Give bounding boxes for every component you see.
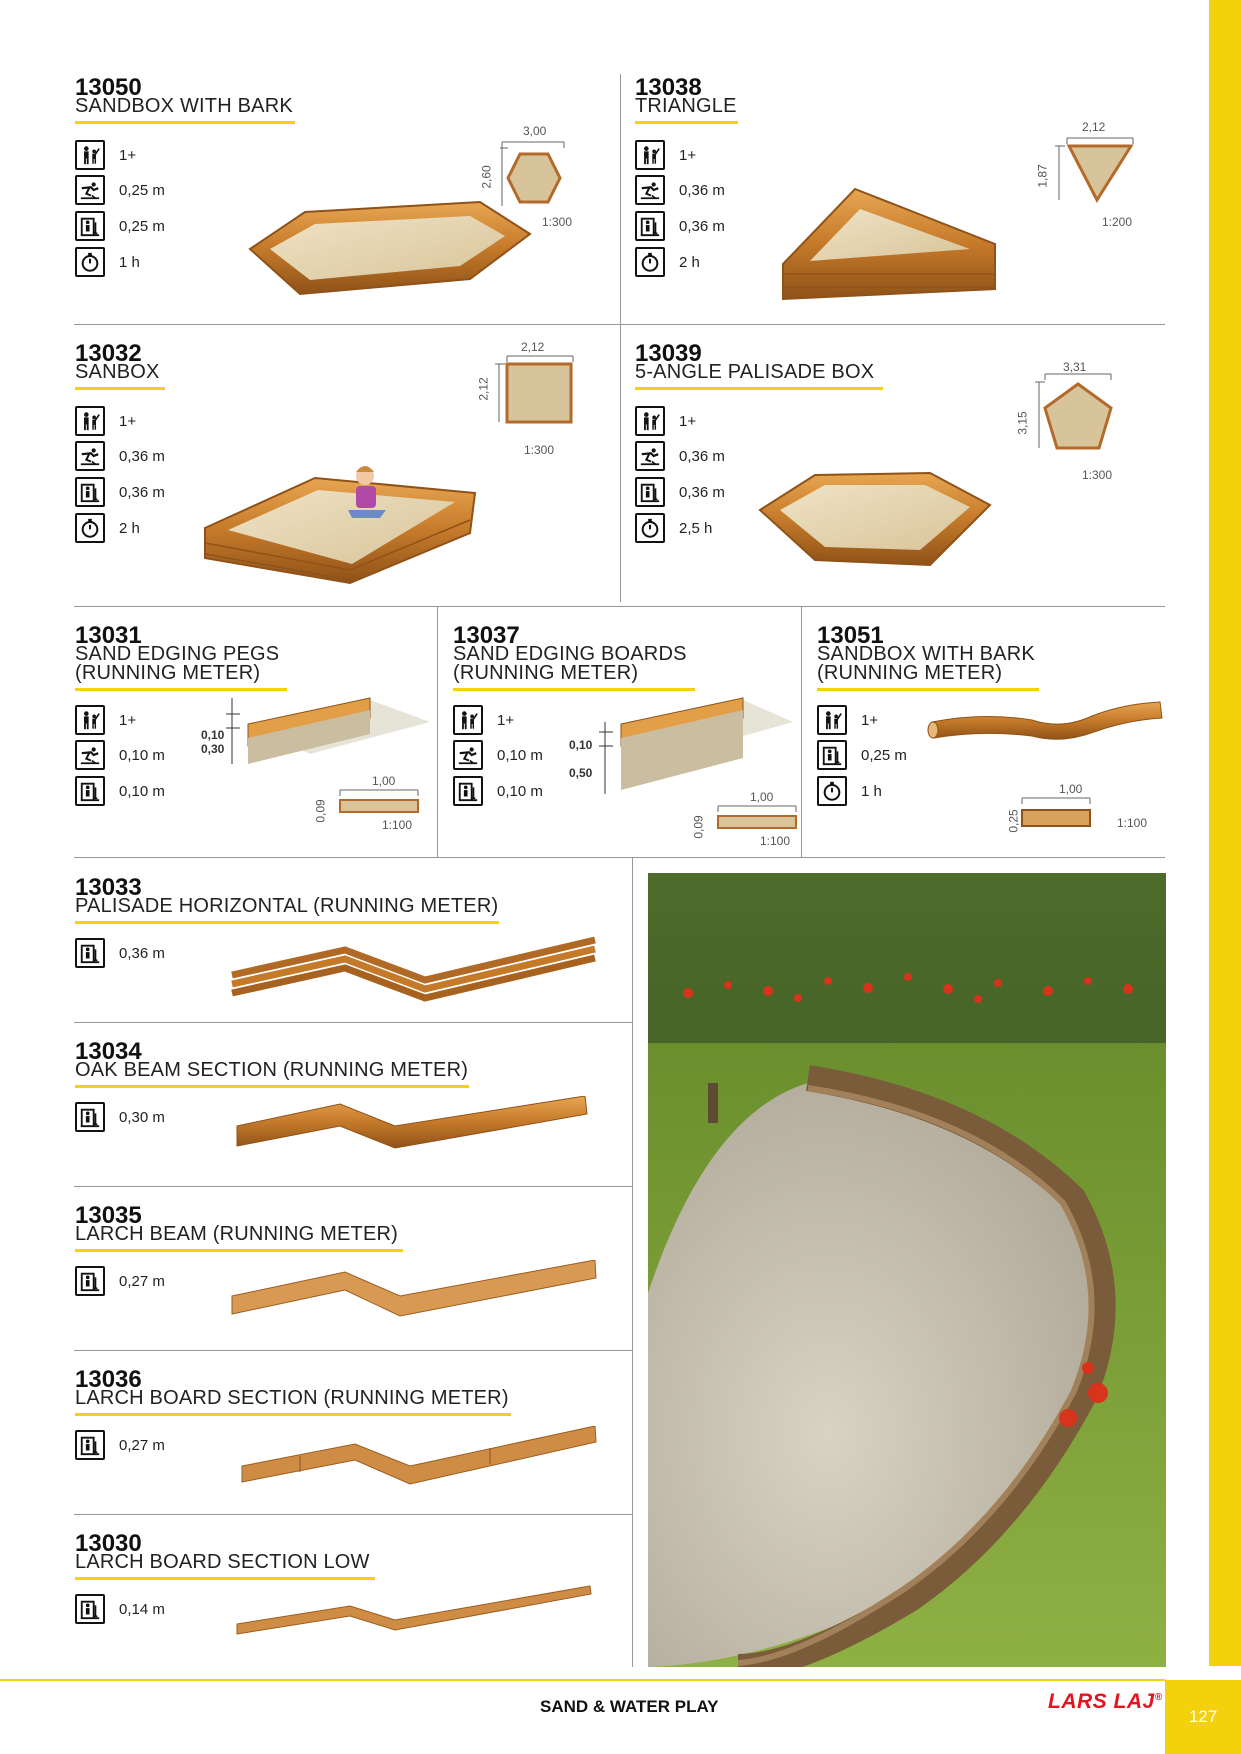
- product-13032: [75, 340, 615, 600]
- sandbox-photo: [648, 873, 1166, 1667]
- product-13036: [75, 1366, 630, 1511]
- depth-value: 0,10 m: [497, 782, 543, 800]
- registered-mark: ®: [1154, 1692, 1163, 1703]
- install-time-value: 1 h: [119, 253, 140, 271]
- title-underline: [75, 121, 295, 124]
- depth-value: 0,36 m: [679, 483, 725, 501]
- pentagon-plan-image: [1035, 370, 1115, 452]
- stopwatch-icon: [75, 513, 105, 543]
- larch-beam-image: [230, 1260, 600, 1330]
- dim-length: 1,00: [372, 774, 396, 788]
- fall-height-icon: [75, 740, 105, 770]
- depth-value: 0,14 m: [119, 1600, 165, 1618]
- fall-height-value: 0,36 m: [119, 447, 165, 465]
- triangle-plan-image: [1055, 134, 1137, 204]
- fall-height-value: 0,36 m: [679, 181, 725, 199]
- divider: [437, 606, 438, 858]
- divider: [74, 1350, 632, 1351]
- title-underline: [453, 688, 695, 691]
- scale-label: 1:200: [1102, 215, 1133, 229]
- divider: [74, 1514, 632, 1515]
- product-13038: [635, 74, 1165, 324]
- dim-length: 1,00: [1059, 782, 1083, 796]
- scale-label: 1:300: [524, 443, 555, 457]
- edging-pegs-image: [220, 694, 430, 789]
- brand-name: LARS LAJ: [1048, 1690, 1155, 1713]
- title-underline: [635, 387, 883, 390]
- age-value: 1+: [679, 146, 697, 164]
- scale-label: 1:100: [382, 818, 413, 832]
- children-icon: [75, 705, 105, 735]
- product-name-line2: (RUNNING METER): [75, 662, 261, 684]
- age-value: 1+: [497, 711, 515, 729]
- product-13050: [75, 74, 615, 324]
- digging-depth-icon: [453, 776, 483, 806]
- install-time-value: 2,5 h: [679, 519, 713, 537]
- product-name-line1: SANDBOX WITH BARK: [817, 643, 1035, 665]
- stopwatch-icon: [817, 776, 847, 806]
- children-icon: [635, 140, 665, 170]
- divider: [74, 857, 1165, 858]
- dim-height: 1,87: [1035, 164, 1050, 188]
- title-underline: [817, 688, 1039, 691]
- product-13035: [75, 1202, 630, 1347]
- stopwatch-icon: [635, 247, 665, 277]
- larch-board-image: [240, 1426, 600, 1498]
- product-name-line2: (RUNNING METER): [453, 662, 639, 684]
- scale-label: 1:300: [1082, 468, 1113, 482]
- fall-height-icon: [75, 441, 105, 471]
- age-value: 1+: [679, 412, 697, 430]
- install-time-value: 2 h: [119, 519, 140, 537]
- product-code: 13033: [75, 874, 142, 901]
- divider: [74, 606, 1165, 607]
- product-name: 5-ANGLE PALISADE BOX: [635, 361, 875, 383]
- dim-width: 3,00: [523, 124, 547, 138]
- product-code: 13030: [75, 1530, 142, 1557]
- digging-depth-icon: [75, 477, 105, 507]
- dim-width: 3,31: [1063, 360, 1087, 374]
- product-13030: [75, 1530, 630, 1670]
- square-plan-image: [495, 354, 575, 426]
- digging-depth-icon: [75, 1430, 105, 1460]
- product-name: LARCH BOARD SECTION (RUNNING METER): [75, 1387, 509, 1409]
- product-name: LARCH BEAM (RUNNING METER): [75, 1223, 398, 1245]
- dim-height: 0,09: [691, 815, 706, 839]
- product-code: 13031: [75, 622, 142, 649]
- product-name-line1: SAND EDGING PEGS: [75, 643, 280, 665]
- fall-height-icon: [635, 175, 665, 205]
- dim-height: 3,15: [1015, 411, 1030, 435]
- dim-b: 0,50: [569, 766, 593, 780]
- digging-depth-icon: [75, 776, 105, 806]
- product-13033: [75, 874, 630, 1019]
- children-icon: [453, 705, 483, 735]
- divider: [632, 857, 633, 1667]
- product-13037: [453, 622, 798, 854]
- digging-depth-icon: [75, 938, 105, 968]
- age-value: 1+: [119, 146, 137, 164]
- dim-width: 2,12: [1082, 120, 1106, 134]
- product-name: OAK BEAM SECTION (RUNNING METER): [75, 1059, 469, 1081]
- product-code: 13037: [453, 622, 520, 649]
- title-underline: [75, 688, 287, 691]
- age-value: 1+: [119, 711, 137, 729]
- digging-depth-icon: [75, 1266, 105, 1296]
- oak-beam-image: [235, 1096, 595, 1166]
- edging-boards-image: [593, 694, 793, 804]
- digging-depth-icon: [75, 1594, 105, 1624]
- dim-height: 2,60: [479, 165, 494, 189]
- depth-value: 0,30 m: [119, 1108, 165, 1126]
- product-name-line1: SAND EDGING BOARDS: [453, 643, 687, 665]
- children-icon: [75, 406, 105, 436]
- digging-depth-icon: [75, 1102, 105, 1132]
- product-code: 13036: [75, 1366, 142, 1393]
- yellow-side-bar: [1209, 0, 1241, 1666]
- product-name: SANDBOX WITH BARK: [75, 95, 293, 117]
- brand-logo: [1048, 1690, 1163, 1714]
- digging-depth-icon: [75, 211, 105, 241]
- product-13039: [635, 340, 1165, 600]
- title-underline: [75, 1413, 511, 1416]
- fall-height-value: 0,25 m: [119, 181, 165, 199]
- product-code: 13050: [75, 74, 142, 101]
- fall-height-icon: [75, 175, 105, 205]
- install-time-value: 2 h: [679, 253, 700, 271]
- dim-width: 2,12: [521, 340, 545, 354]
- fall-height-value: 0,10 m: [497, 746, 543, 764]
- pentagon-sandbox-image: [755, 465, 995, 575]
- product-13034: [75, 1038, 630, 1183]
- page-number: 127: [1165, 1680, 1241, 1754]
- product-code: 13035: [75, 1202, 142, 1229]
- depth-value: 0,36 m: [679, 217, 725, 235]
- title-underline: [75, 387, 165, 390]
- bark-section-image: [1012, 794, 1092, 830]
- dim-height: 0,25: [1006, 809, 1021, 833]
- scale-label: 1:100: [1117, 816, 1148, 830]
- dim-length: 1,00: [750, 790, 774, 804]
- hexagon-plan-image: [500, 140, 570, 210]
- product-code: 13032: [75, 340, 142, 367]
- depth-value: 0,27 m: [119, 1272, 165, 1290]
- pegs-section-image: [320, 786, 420, 816]
- title-underline: [75, 1577, 375, 1580]
- depth-value: 0,25 m: [861, 746, 907, 764]
- divider: [74, 324, 1165, 325]
- product-code: 13034: [75, 1038, 142, 1065]
- product-13051: [817, 622, 1167, 854]
- age-value: 1+: [861, 711, 879, 729]
- scale-label: 1:100: [760, 834, 791, 848]
- depth-value: 0,36 m: [119, 944, 165, 962]
- product-name: TRIANGLE: [635, 95, 737, 117]
- divider: [620, 74, 621, 602]
- divider: [801, 606, 802, 858]
- title-underline: [75, 921, 499, 924]
- footer-line: [0, 1679, 1165, 1681]
- children-icon: [817, 705, 847, 735]
- section-title: SAND & WATER PLAY: [540, 1697, 719, 1716]
- product-name-line2: (RUNNING METER): [817, 662, 1003, 684]
- hexagon-sandbox-image: [230, 194, 560, 314]
- scale-label: 1:300: [542, 215, 573, 229]
- larch-board-low-image: [235, 1584, 595, 1644]
- product-code: 13039: [635, 340, 702, 367]
- palisade-horizontal-image: [230, 930, 600, 1005]
- stopwatch-icon: [75, 247, 105, 277]
- children-icon: [635, 406, 665, 436]
- title-underline: [75, 1085, 469, 1088]
- boards-section-image: [698, 802, 798, 832]
- install-time-value: 1 h: [861, 782, 882, 800]
- dim-height: 2,12: [476, 377, 491, 401]
- depth-value: 0,25 m: [119, 217, 165, 235]
- dim-a: 0,10: [569, 738, 593, 752]
- stopwatch-icon: [635, 513, 665, 543]
- divider: [74, 1022, 632, 1023]
- digging-depth-icon: [635, 211, 665, 241]
- product-name: SANBOX: [75, 361, 160, 383]
- product-name: LARCH BOARD SECTION LOW: [75, 1551, 370, 1573]
- title-underline: [635, 121, 738, 124]
- product-code: 13051: [817, 622, 884, 649]
- fall-height-value: 0,10 m: [119, 746, 165, 764]
- fall-height-icon: [453, 740, 483, 770]
- triangle-sandbox-image: [775, 179, 1005, 309]
- depth-value: 0,27 m: [119, 1436, 165, 1454]
- dim-height: 0,09: [313, 799, 328, 823]
- product-name: PALISADE HORIZONTAL (RUNNING METER): [75, 895, 499, 917]
- digging-depth-icon: [817, 740, 847, 770]
- children-icon: [75, 140, 105, 170]
- divider: [74, 1186, 632, 1187]
- title-underline: [75, 1249, 403, 1252]
- fall-height-icon: [635, 441, 665, 471]
- fall-height-value: 0,36 m: [679, 447, 725, 465]
- product-code: 13038: [635, 74, 702, 101]
- digging-depth-icon: [635, 477, 665, 507]
- dim-a: 0,10: [201, 728, 225, 742]
- depth-value: 0,36 m: [119, 483, 165, 501]
- age-value: 1+: [119, 412, 137, 430]
- dim-b: 0,30: [201, 742, 225, 756]
- depth-value: 0,10 m: [119, 782, 165, 800]
- square-sandbox-image: [200, 458, 490, 588]
- product-13031: [75, 622, 433, 854]
- bark-log-image: [922, 692, 1167, 752]
